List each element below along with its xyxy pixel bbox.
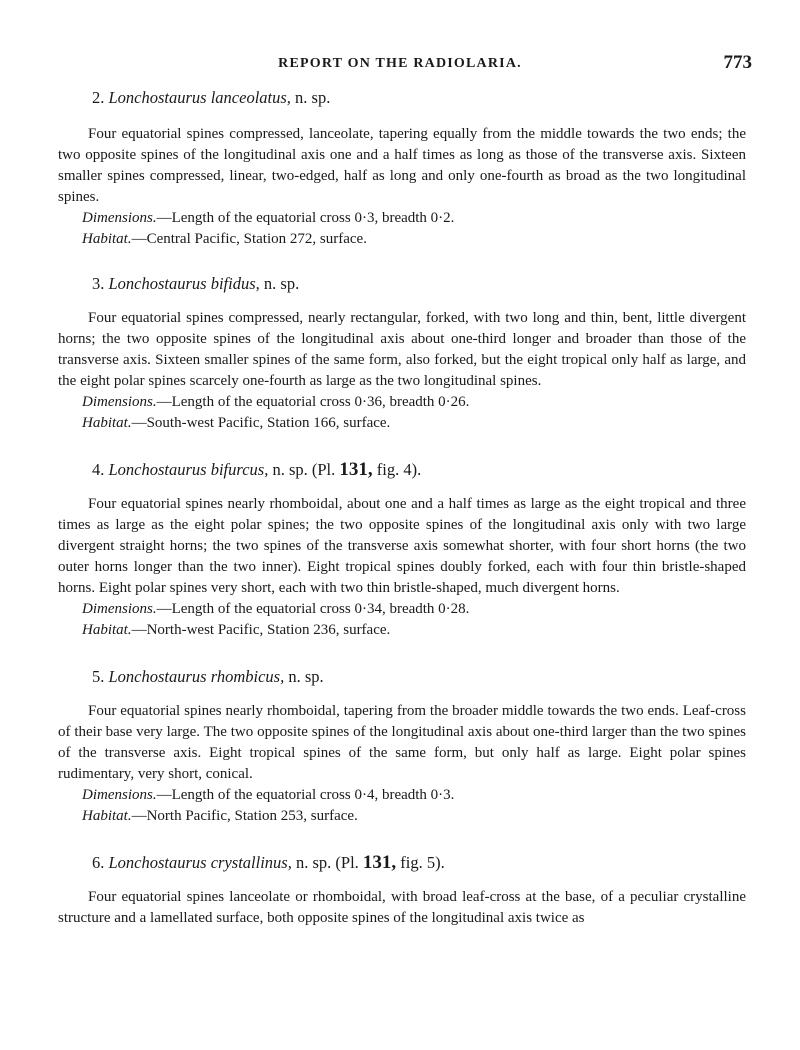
species-description: Four equatorial spines nearly rhomboidal, tapering from the broader middle towards the two ends. Leaf-cross of their base very large. The two opposite spines of the longitudinal axis about one-third larger than the two spines of the transverse axis. Eight tropical spines of the same form, but only half as large. Eight polar spines rudimentary, very short, conical. bbox=[58, 703, 746, 782]
plate-number: 131, bbox=[362, 852, 397, 873]
figure-ref: fig. 5). bbox=[396, 853, 445, 872]
species-description: Four equatorial spines compressed, lanceolate, tapering equally from the middle towards the two ends; the two opposite spines of the longitudinal axis one and a half times as long as those of the transverse axis. Sixteen smaller spines compressed, linear, two-edged, half as long and only one-fourth as broad as the two longitudinal spines. bbox=[58, 126, 746, 205]
habitat-line bbox=[82, 413, 746, 434]
species-heading bbox=[92, 665, 746, 689]
species-number: 6. bbox=[92, 853, 105, 872]
dimensions-text: —Length of the equatorial cross 0·3, breadth 0·2. bbox=[156, 210, 455, 226]
species-suffix: n. sp. bbox=[284, 667, 324, 686]
habitat-text: —Central Pacific, Station 272, surface. bbox=[131, 231, 367, 247]
species-name: Lonchostaurus bifidus, bbox=[108, 274, 260, 293]
species-description: Four equatorial spines compressed, nearly rectangular, forked, with two long and thin, bent, little divergent horns; the two opposite spines of the longitudinal axis about one-third longer and broader than those of the transverse axis. Sixteen smaller spines of the same form, also forked, but the eight tropical only half as large, and the eight polar spines scarcely one-fourth as large as the two longitudinal spines. bbox=[58, 310, 746, 389]
species-number: 3. bbox=[92, 274, 105, 293]
species-entry-5 bbox=[58, 665, 746, 827]
dimensions-line bbox=[82, 392, 746, 413]
species-heading bbox=[92, 458, 746, 482]
habitat-line bbox=[82, 806, 746, 827]
dimensions-line bbox=[82, 208, 746, 229]
species-name: Lonchostaurus lanceolatus, bbox=[108, 88, 291, 107]
species-suffix: n. sp. bbox=[259, 274, 300, 293]
species-entry-4 bbox=[58, 458, 746, 641]
species-number: 5. bbox=[92, 667, 105, 686]
habitat-label: Habitat. bbox=[82, 622, 132, 638]
species-suffix: n. sp. (Pl. bbox=[291, 853, 363, 872]
dimensions-text: —Length of the equatorial cross 0·34, breadth 0·28. bbox=[156, 601, 470, 617]
species-suffix: n. sp. bbox=[290, 88, 331, 107]
species-entry-3 bbox=[58, 272, 746, 434]
species-heading bbox=[92, 272, 746, 296]
running-header bbox=[0, 52, 800, 78]
species-number: 4. bbox=[92, 460, 105, 479]
species-entry-6 bbox=[58, 851, 746, 929]
page-number: 773 bbox=[723, 52, 752, 73]
habitat-text: —South-west Pacific, Station 166, surface. bbox=[131, 415, 391, 431]
species-description: Four equatorial spines lanceolate or rhomboidal, with broad leaf-cross at the base, of a peculiar crystalline structure and a lamellated surface, both opposite spines of the longitudinal axis twice as bbox=[58, 889, 746, 926]
dimensions-label: Dimensions. bbox=[82, 601, 157, 617]
habitat-label: Habitat. bbox=[82, 808, 132, 824]
running-title: REPORT ON THE RADIOLARIA. bbox=[278, 56, 522, 71]
species-name: Lonchostaurus crystallinus, bbox=[108, 853, 292, 872]
dimensions-text: —Length of the equatorial cross 0·36, breadth 0·26. bbox=[156, 394, 470, 410]
habitat-text: —North Pacific, Station 253, surface. bbox=[131, 808, 358, 824]
habitat-text: —North-west Pacific, Station 236, surface. bbox=[131, 622, 391, 638]
main-content bbox=[58, 86, 746, 929]
dimensions-text: —Length of the equatorial cross 0·4, breadth 0·3. bbox=[156, 787, 455, 803]
species-suffix: n. sp. (Pl. bbox=[268, 460, 340, 479]
dimensions-line bbox=[82, 785, 746, 806]
habitat-line bbox=[82, 229, 746, 250]
species-name: Lonchostaurus rhombicus, bbox=[108, 667, 285, 686]
dimensions-line bbox=[82, 599, 746, 620]
plate-number: 131, bbox=[339, 459, 373, 480]
dimensions-label: Dimensions. bbox=[82, 394, 157, 410]
habitat-label: Habitat. bbox=[82, 415, 132, 431]
figure-ref: fig. 4). bbox=[372, 460, 422, 479]
species-heading bbox=[92, 86, 746, 110]
dimensions-label: Dimensions. bbox=[82, 210, 157, 226]
dimensions-label: Dimensions. bbox=[82, 787, 157, 803]
species-entry-2 bbox=[58, 86, 746, 250]
species-heading bbox=[92, 851, 746, 875]
habitat-line bbox=[82, 620, 746, 641]
species-name: Lonchostaurus bifurcus, bbox=[108, 460, 269, 479]
habitat-label: Habitat. bbox=[82, 231, 132, 247]
species-description: Four equatorial spines nearly rhomboidal, about one and a half times as large as the eight tropical and three times as large as the eight polar spines; the two opposite spines of the longitudinal axis only with two large divergent straight horns; the two spines of the transverse axis somewhat shorter, with four short horns (the two outer horns longer than the two inner). Eight tropical spines doubly forked, each with four thin bristle-shaped horns. Eight polar spines very short, each with two thin bristle-shaped, much divergent horns. bbox=[58, 496, 746, 596]
species-number: 2. bbox=[92, 88, 105, 107]
